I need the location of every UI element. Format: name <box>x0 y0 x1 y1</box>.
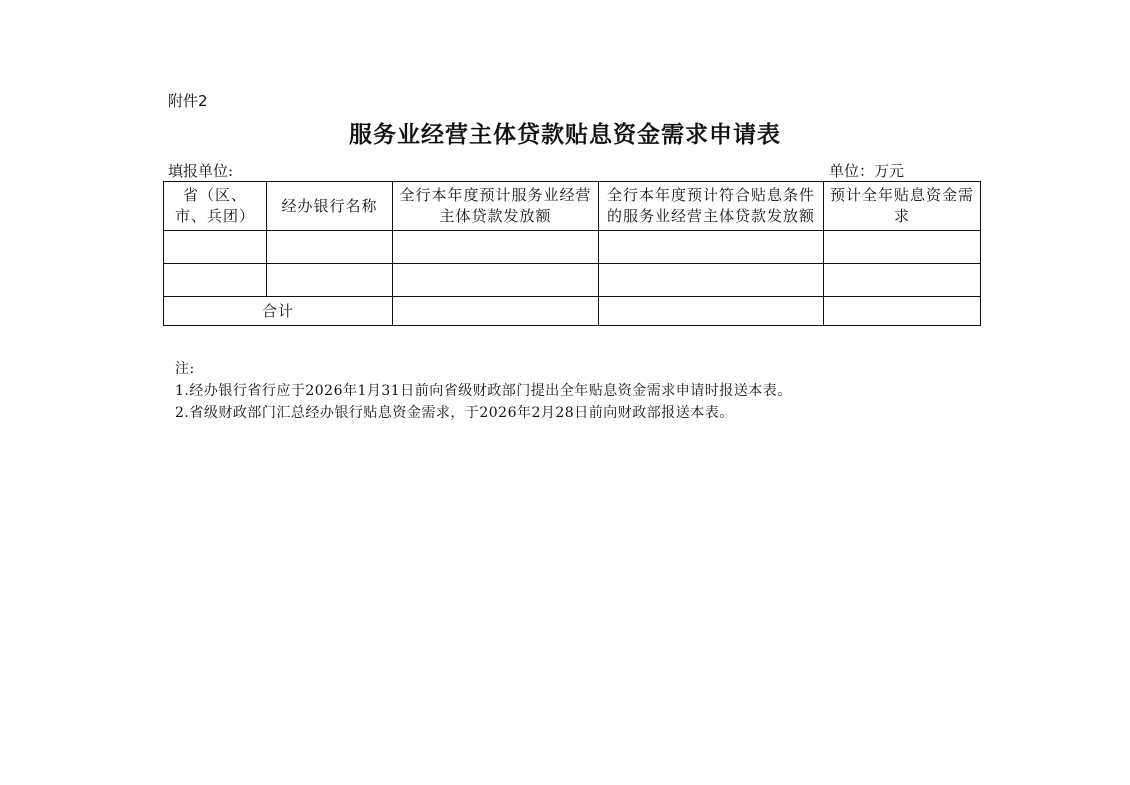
table-cell[interactable] <box>267 231 393 264</box>
table-cell[interactable] <box>824 264 981 297</box>
total-row <box>164 297 981 326</box>
table-cell[interactable] <box>599 297 824 326</box>
table-cell[interactable] <box>164 231 267 264</box>
fill-unit-label: 填报单位: <box>168 162 234 180</box>
table-row <box>164 264 981 297</box>
table-cell[interactable] <box>824 297 981 326</box>
table-cell[interactable] <box>599 231 824 264</box>
notes-heading: 注: <box>175 361 195 377</box>
table-cell[interactable] <box>824 231 981 264</box>
table-cell[interactable] <box>599 264 824 297</box>
attachment-label: 附件2 <box>168 92 208 110</box>
table-cell[interactable] <box>164 264 267 297</box>
header-total-loan-amount: 全行本年度预计服务业经营主体贷款发放额 <box>393 182 599 231</box>
table-cell[interactable] <box>393 297 599 326</box>
table-cell[interactable] <box>393 231 599 264</box>
table-cell[interactable] <box>393 264 599 297</box>
total-label: 合计 <box>164 297 393 326</box>
table-cell[interactable] <box>267 264 393 297</box>
note-item: 2.省级财政部门汇总经办银行贴息资金需求，于2026年2月28日前向财政部报送本表。 <box>175 405 734 421</box>
header-province: 省（区、市、兵团） <box>164 182 267 231</box>
money-unit-label: 单位：万元 <box>829 162 905 180</box>
header-bank-name: 经办银行名称 <box>267 182 393 231</box>
note-item: 1.经办银行省行应于2026年1月31日前向省级财政部门提出全年贴息资金需求申请时报送本表。 <box>175 383 792 399</box>
page-title: 服务业经营主体贷款贴息资金需求申请表 <box>349 121 781 148</box>
table-row <box>164 231 981 264</box>
header-eligible-loan-amount: 全行本年度预计符合贴息条件的服务业经营主体贷款发放额 <box>599 182 824 231</box>
header-subsidy-demand: 预计全年贴息资金需求 <box>824 182 981 231</box>
table-header-row <box>164 182 981 231</box>
notes <box>175 358 792 424</box>
application-table <box>163 181 981 326</box>
